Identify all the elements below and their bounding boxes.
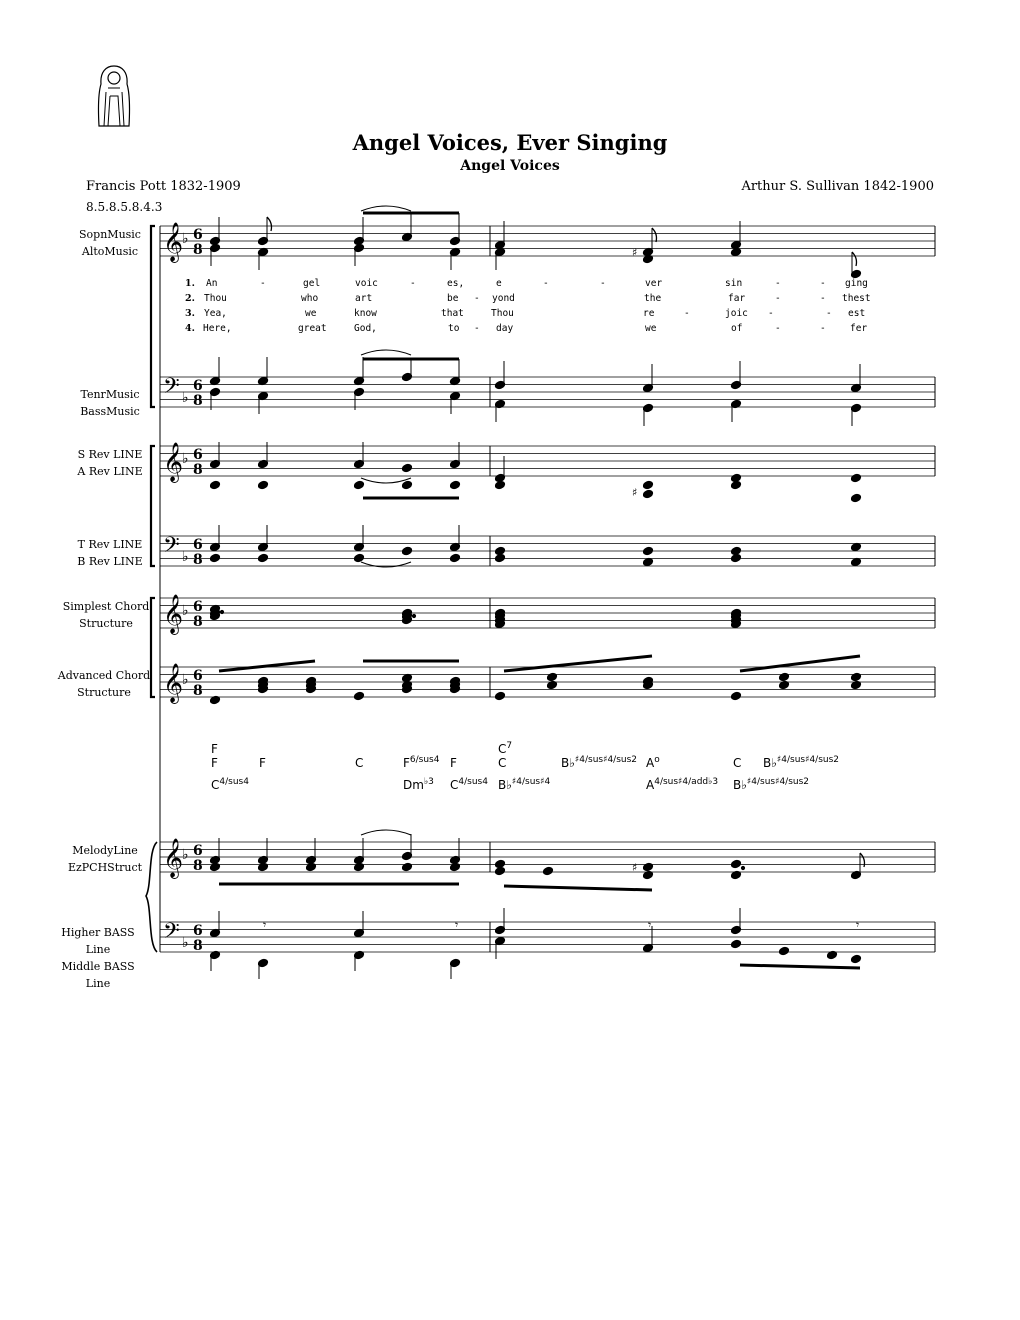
- lyric-hyphen: -: [600, 278, 606, 289]
- notehead: [209, 553, 220, 563]
- staff-label-line: EzPCHStruct: [67, 861, 143, 874]
- staff-label-line: Structure: [79, 617, 133, 630]
- flat-key-icon: ♭: [182, 549, 189, 565]
- augmentation-dot: [220, 610, 223, 613]
- flat-key-icon: ♭: [182, 847, 189, 863]
- treble-clef-icon: 𝄞: [163, 594, 184, 634]
- staff-label-line: BassMusic: [80, 405, 140, 418]
- time-signature-bottom: 8: [193, 938, 203, 954]
- flat-key-icon: ♭: [182, 231, 189, 247]
- flat-key-icon: ♭: [182, 672, 189, 688]
- page-title: Angel Voices, Ever Singing: [352, 130, 668, 155]
- lyric-hyphen: -: [820, 278, 826, 289]
- lyric-hyphen: -: [826, 308, 832, 319]
- notehead: [778, 946, 789, 956]
- lyric-syllable: art: [355, 293, 373, 304]
- note-flag: [652, 228, 657, 242]
- lyric-hyphen: -: [474, 323, 480, 334]
- lyric-hyphen: -: [775, 293, 781, 304]
- time-signature-bottom: 8: [193, 858, 203, 874]
- lyric-syllable: es,: [447, 278, 465, 289]
- notehead: [542, 866, 553, 876]
- augmentation-dot: [412, 614, 415, 617]
- poet-credit: Francis Pott 1832-1909: [86, 179, 241, 194]
- notehead: [449, 480, 460, 490]
- staff-label-line: S Rev LINE: [77, 448, 143, 461]
- notehead: [642, 480, 653, 490]
- flat-key-icon: ♭: [182, 935, 189, 951]
- lyric-hyphen: -: [820, 293, 826, 304]
- lyric-syllable: of: [731, 323, 743, 334]
- bass-clef-icon: 𝄢: [163, 533, 180, 563]
- slur: [361, 206, 411, 211]
- notehead: [546, 672, 557, 682]
- flat-key-icon: ♭: [182, 390, 189, 406]
- lyric-syllable: Thou: [491, 308, 514, 319]
- staff-label-line: Simplest Chord: [62, 600, 150, 613]
- chord-symbol: C: [355, 756, 364, 770]
- verse-number: 2.: [185, 293, 195, 304]
- lyric-syllable: e: [496, 278, 502, 289]
- sharp-icon: ♯: [632, 486, 638, 499]
- verse-number: 3.: [185, 308, 195, 319]
- notehead: [730, 553, 741, 563]
- lyric-syllable: who: [301, 293, 319, 304]
- time-signature-top: 6: [193, 378, 203, 394]
- chord-symbol: C: [733, 756, 742, 770]
- lyric-syllable: the: [644, 293, 662, 304]
- notehead: [257, 553, 268, 563]
- beam: [740, 656, 860, 671]
- staff-label-line: Higher BASS Line: [61, 926, 135, 956]
- time-signature-top: 6: [193, 843, 203, 859]
- lyric-syllable: Thou: [204, 293, 227, 304]
- notehead: [494, 866, 505, 876]
- lyric-syllable: yond: [492, 293, 515, 304]
- time-signature-top: 6: [193, 447, 203, 463]
- notehead: [353, 553, 364, 563]
- time-signature-top: 6: [193, 227, 203, 243]
- staff-label-line: AltoMusic: [81, 245, 139, 258]
- chord-symbol: F: [259, 756, 266, 770]
- lyric-syllable: day: [496, 323, 514, 334]
- notehead: [257, 862, 268, 872]
- lyric-syllable: fer: [850, 323, 868, 334]
- bass-clef-icon: 𝄢: [163, 919, 180, 949]
- lyric-syllable: joic: [725, 308, 748, 319]
- notehead: [401, 862, 412, 872]
- notehead: [305, 862, 316, 872]
- notehead: [353, 862, 364, 872]
- notes: [163, 206, 868, 979]
- lyric-syllable: voic: [355, 278, 378, 289]
- lyric-syllable: An: [206, 278, 218, 289]
- augmentation-dot: [741, 866, 744, 869]
- chord-symbol: F: [211, 742, 218, 756]
- notehead: [494, 553, 505, 563]
- notehead: [401, 480, 412, 490]
- chord-bracket: [151, 598, 155, 697]
- lyric-hyphen: -: [410, 278, 416, 289]
- treble-clef-icon: 𝄞: [163, 663, 184, 703]
- beam: [504, 656, 652, 671]
- notehead: [642, 546, 653, 556]
- eighth-rest-icon: 𝄾: [648, 918, 652, 932]
- lyric-syllable: far: [728, 293, 746, 304]
- lyric-hyphen: -: [684, 308, 690, 319]
- sharp-icon: ♯: [632, 246, 638, 259]
- notehead: [257, 480, 268, 490]
- notehead: [209, 480, 220, 490]
- lyric-syllable: God,: [354, 323, 377, 334]
- treble-clef-icon: 𝄞: [163, 442, 184, 482]
- lyric-hyphen: -: [260, 278, 266, 289]
- notehead: [642, 489, 653, 499]
- note-flag: [267, 217, 272, 231]
- chord-symbol: C: [498, 756, 507, 770]
- notehead: [494, 691, 505, 701]
- staff-label-line: MelodyLine: [72, 844, 138, 857]
- sharp-icon: ♯: [632, 861, 638, 874]
- chord-symbol: $C^{4/sus4}$: [450, 777, 488, 792]
- staff-label-line: B Rev LINE: [77, 555, 143, 568]
- flat-key-icon: ♭: [182, 603, 189, 619]
- notehead: [730, 691, 741, 701]
- staff-label-line: TenrMusic: [80, 388, 140, 401]
- choir-bracket: [151, 226, 155, 407]
- notehead: [850, 672, 861, 682]
- chord-symbol: B♭$^{♯4/sus♯4/sus2}$: [763, 755, 840, 770]
- staff-label-line: Advanced Chord: [57, 669, 151, 682]
- staff-label-line: SopnMusic: [79, 228, 141, 241]
- chord-symbol: $A^o$: [646, 755, 660, 770]
- chord-symbol: $Dm^{♭3}$: [403, 777, 434, 792]
- time-signature-bottom: 8: [193, 462, 203, 478]
- chord-symbol: B♭$^{♯4/sus♯4/sus2}$: [733, 777, 810, 792]
- chord-symbol: $A^{4/sus♯4/add♭3}$: [646, 777, 719, 792]
- notehead: [353, 691, 364, 701]
- time-signature-bottom: 8: [193, 614, 203, 630]
- slur: [361, 830, 411, 835]
- notehead: [209, 862, 220, 872]
- lyric-syllable: gel: [303, 278, 321, 289]
- chord-symbol: F: [211, 756, 218, 770]
- piano-brace: [146, 842, 157, 952]
- lyric-syllable: re: [643, 308, 655, 319]
- notehead: [850, 473, 861, 483]
- choir-bracket: [151, 446, 155, 566]
- notehead: [850, 493, 861, 503]
- notehead: [353, 480, 364, 490]
- notehead: [401, 463, 412, 473]
- staff-label-line: Structure: [77, 686, 131, 699]
- time-signature-top: 6: [193, 537, 203, 553]
- lyric-syllable: ging: [845, 278, 868, 289]
- slur: [361, 478, 411, 483]
- chord-symbol: B♭$^{♯4/sus♯4/sus2}$: [561, 755, 638, 770]
- eighth-rest-icon: 𝄾: [263, 918, 267, 932]
- staff-label-line: T Rev LINE: [77, 538, 143, 551]
- staff-label-line: Middle BASS Line: [61, 960, 135, 990]
- lyric-syllable: we: [305, 308, 317, 319]
- notehead: [730, 939, 741, 949]
- time-signature-bottom: 8: [193, 683, 203, 699]
- lyric-syllable: know: [354, 308, 377, 319]
- lyric-syllable: to: [448, 323, 460, 334]
- chord-symbol: $F^{6/sus4}$: [403, 755, 440, 770]
- eighth-rest-icon: 𝄾: [856, 918, 860, 932]
- beam: [504, 886, 652, 890]
- chord-symbol: F: [450, 756, 457, 770]
- time-signature-bottom: 8: [193, 242, 203, 258]
- chord-symbol: $C^7$: [498, 741, 513, 756]
- lyric-syllable: est: [848, 308, 866, 319]
- notehead: [730, 480, 741, 490]
- lyric-syllable: we: [645, 323, 657, 334]
- lyric-syllable: be: [447, 293, 459, 304]
- time-signature-bottom: 8: [193, 552, 203, 568]
- slur: [361, 350, 411, 355]
- time-signature-bottom: 8: [193, 393, 203, 409]
- lyric-syllable: thest: [842, 293, 871, 304]
- lyric-syllable: Here,: [203, 323, 232, 334]
- staff-label-line: A Rev LINE: [77, 465, 143, 478]
- notehead: [494, 480, 505, 490]
- composer-credit: Arthur S. Sullivan 1842-1900: [741, 179, 934, 194]
- lyric-hyphen: -: [474, 293, 480, 304]
- hymn-meter: 8.5.8.5.8.4.3: [86, 200, 163, 214]
- beam: [219, 661, 315, 671]
- notehead: [730, 859, 741, 869]
- eighth-rest-icon: 𝄾: [455, 918, 459, 932]
- lyric-hyphen: -: [768, 308, 774, 319]
- chord-symbol: B♭$^{♯4/sus♯4}$: [498, 777, 551, 792]
- time-signature-top: 6: [193, 923, 203, 939]
- lyric-hyphen: -: [820, 323, 826, 334]
- note-flag: [860, 853, 865, 867]
- notehead: [401, 546, 412, 556]
- treble-clef-icon: 𝄞: [163, 222, 184, 262]
- lyric-syllable: that: [441, 308, 464, 319]
- lyric-hyphen: -: [775, 278, 781, 289]
- staff-lines: [146, 226, 935, 952]
- beam: [740, 965, 860, 968]
- lyric-syllable: sin: [725, 278, 743, 289]
- lyric-hyphen: -: [543, 278, 549, 289]
- lyric-syllable: ver: [645, 278, 663, 289]
- bass-clef-icon: 𝄢: [163, 374, 180, 404]
- note-flag: [852, 252, 857, 266]
- notehead: [778, 672, 789, 682]
- time-signature-top: 6: [193, 668, 203, 684]
- lyric-syllable: Yea,: [204, 308, 227, 319]
- time-signature-top: 6: [193, 599, 203, 615]
- verse-number: 4.: [185, 323, 195, 334]
- lyric-hyphen: -: [775, 323, 781, 334]
- chord-symbol: $C^{4/sus4}$: [211, 777, 249, 792]
- treble-clef-icon: 𝄞: [163, 838, 184, 878]
- verse-number: 1.: [185, 278, 195, 289]
- notehead: [642, 862, 653, 872]
- flat-key-icon: ♭: [182, 451, 189, 467]
- page-subtitle: Angel Voices: [460, 158, 560, 174]
- lyric-syllable: great: [298, 323, 327, 334]
- notehead: [850, 954, 861, 964]
- notehead: [449, 553, 460, 563]
- notehead: [449, 862, 460, 872]
